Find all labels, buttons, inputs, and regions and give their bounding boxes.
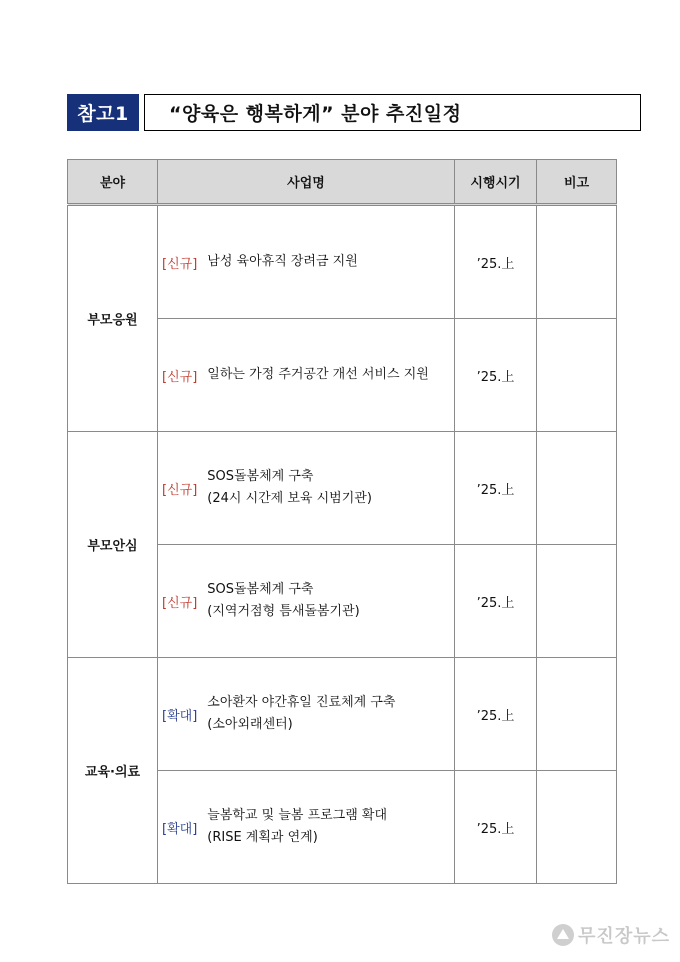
table-row [68, 205, 617, 319]
note-cell [537, 771, 617, 884]
project-name-line: 소아환자 야간휴일 진료체계 구축 [207, 695, 396, 710]
note-cell [537, 658, 617, 771]
note-cell [537, 432, 617, 545]
project-cell [158, 205, 455, 319]
status-tag: [신규] [162, 595, 198, 611]
table-row [68, 432, 617, 545]
watermark [552, 922, 670, 948]
column-header-note: 비고 [537, 160, 617, 205]
column-header-period: 시행시기 [455, 160, 537, 205]
project-cell [158, 658, 455, 771]
mountain-logo-icon [552, 924, 574, 946]
status-tag: [확대] [162, 821, 198, 837]
column-header-project: 사업명 [158, 160, 455, 205]
period-cell: ’25.上 [455, 771, 537, 884]
project-name-line: (24시 시간제 보육 시범기관) [207, 491, 372, 506]
table-header-row [68, 160, 617, 205]
table-row [68, 658, 617, 771]
period-cell: ’25.上 [455, 319, 537, 432]
status-tag: [신규] [162, 256, 198, 272]
project-cell [158, 771, 455, 884]
project-name-line: 남성 육아휴직 장려금 지원 [207, 254, 358, 269]
note-cell [537, 319, 617, 432]
project-name-line: SOS돌봄체계 구축 [207, 582, 314, 597]
project-name-line: (소아외래센터) [207, 717, 293, 732]
project-cell [158, 319, 455, 432]
project-name-line: SOS돌봄체계 구축 [207, 469, 314, 484]
project-name-line: 일하는 가정 주거공간 개선 서비스 지원 [207, 367, 429, 382]
period-cell: ’25.上 [455, 658, 537, 771]
period-cell: ’25.上 [455, 432, 537, 545]
status-tag: [확대] [162, 708, 198, 724]
project-name-line: (지역거점형 틈새돌봄기관) [207, 604, 360, 619]
note-cell [537, 545, 617, 658]
project-cell [158, 545, 455, 658]
period-cell: ’25.上 [455, 205, 537, 319]
status-tag: [신규] [162, 369, 198, 385]
note-cell [537, 205, 617, 319]
status-tag: [신규] [162, 482, 198, 498]
column-header-field: 분야 [68, 160, 158, 205]
period-cell: ’25.上 [455, 545, 537, 658]
title-box [144, 94, 641, 131]
category-cell: 교육·의료 [68, 658, 158, 884]
watermark-text: 무진장뉴스 [578, 926, 670, 947]
project-name-line: 늘봄학교 및 늘봄 프로그램 확대 [207, 808, 388, 823]
project-name-line: (RISE 계획과 연계) [207, 830, 318, 845]
category-cell: 부모안심 [68, 432, 158, 658]
title-area [67, 94, 617, 131]
schedule-table [67, 159, 617, 884]
category-cell: 부모응원 [68, 205, 158, 432]
reference-badge: 참고1 [67, 94, 139, 131]
table-body [68, 205, 617, 884]
project-cell [158, 432, 455, 545]
page-title: “양육은 행복하게” 분야 추진일정 [169, 103, 462, 125]
